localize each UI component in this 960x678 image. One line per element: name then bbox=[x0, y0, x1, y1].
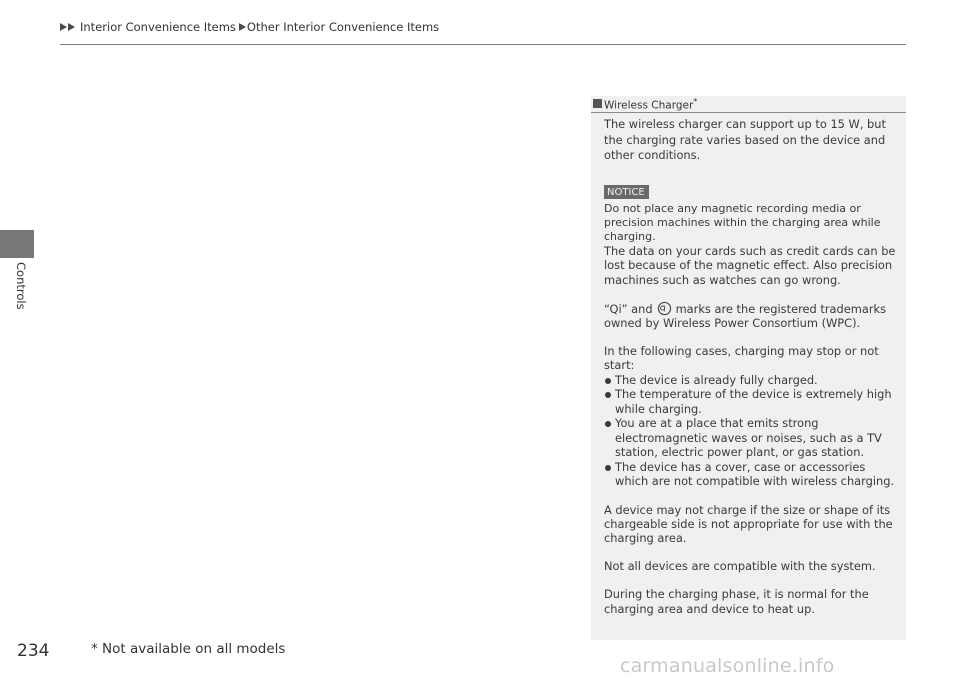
list-item bbox=[604, 387, 900, 416]
panel-body bbox=[604, 117, 900, 616]
bullet-icon bbox=[605, 378, 611, 384]
list-item bbox=[604, 416, 900, 460]
panel-header bbox=[591, 96, 906, 113]
breadcrumb-item-other-interior-convenience[interactable]: Other Interior Convenience Items bbox=[246, 20, 440, 34]
intro-paragraph: The wireless charger can support up to 15 W, but the charging rate varies based on the device and other conditions. bbox=[604, 117, 886, 162]
chapter-label: Controls bbox=[14, 262, 28, 310]
breadcrumb-arrow-icon bbox=[68, 23, 75, 31]
list-item-text: The temperature of the device is extremely high while charging. bbox=[615, 387, 892, 416]
chapter-tab[interactable] bbox=[0, 230, 34, 258]
heat-paragraph: During the charging phase, it is normal for the charging area and device to heat up. bbox=[604, 587, 869, 616]
cards-paragraph: The data on your cards such as credit cards can be lost because of the magnetic effect. Also precision machines such as watches can go wrong. bbox=[604, 244, 896, 287]
cases-list bbox=[604, 373, 900, 489]
list-item bbox=[604, 460, 900, 489]
panel-title bbox=[604, 97, 697, 112]
breadcrumb-item-interior-convenience[interactable]: Interior Convenience Items bbox=[80, 20, 236, 34]
list-item bbox=[604, 373, 900, 388]
breadcrumb bbox=[60, 20, 439, 34]
size-paragraph: A device may not charge if the size or shape of its chargeable side is not appropriate for use with the charging area. bbox=[604, 502, 893, 545]
trademark-post: marks are the registered trademarks owned by Wireless Power Consortium (WPC). bbox=[604, 301, 887, 330]
watermark: carmanualsonline.info bbox=[620, 655, 835, 677]
availability-asterisk: * bbox=[693, 97, 698, 106]
trademark-pre: “Qi” and bbox=[604, 301, 653, 316]
list-item-text: You are at a place that emits strong electromagnetic waves or noises, such as a TV station, electric power plant, or gas station. bbox=[615, 416, 882, 460]
cases-intro: In the following cases, charging may stop or not start: bbox=[604, 344, 879, 373]
list-item-text: The device has a cover, case or accessories which are not compatible with wireless charging. bbox=[615, 459, 895, 489]
bullet-icon bbox=[605, 421, 611, 427]
qi-logo-icon bbox=[657, 301, 672, 316]
notice-badge: NOTICE bbox=[604, 185, 649, 199]
list-item-text: The device is already fully charged. bbox=[615, 372, 818, 387]
breadcrumb-arrow-icon bbox=[60, 23, 67, 31]
bullet-icon bbox=[605, 392, 611, 398]
reference-marker-icon bbox=[593, 99, 602, 108]
bullet-icon bbox=[605, 465, 611, 471]
compat-paragraph: Not all devices are compatible with the system. bbox=[604, 559, 876, 574]
panel-title-text: Wireless Charger bbox=[604, 99, 694, 112]
page-number: 234 bbox=[17, 641, 50, 661]
header-divider bbox=[60, 44, 906, 45]
svg-text:i: i bbox=[663, 304, 666, 314]
breadcrumb-arrow-icon bbox=[239, 23, 246, 31]
footnote: * Not available on all models bbox=[91, 641, 286, 657]
trademark-paragraph bbox=[604, 301, 900, 330]
notice-paragraph: Do not place any magnetic recording media or precision machines within the charging area while charging. bbox=[604, 201, 881, 243]
wireless-charger-sidebar bbox=[591, 96, 906, 640]
